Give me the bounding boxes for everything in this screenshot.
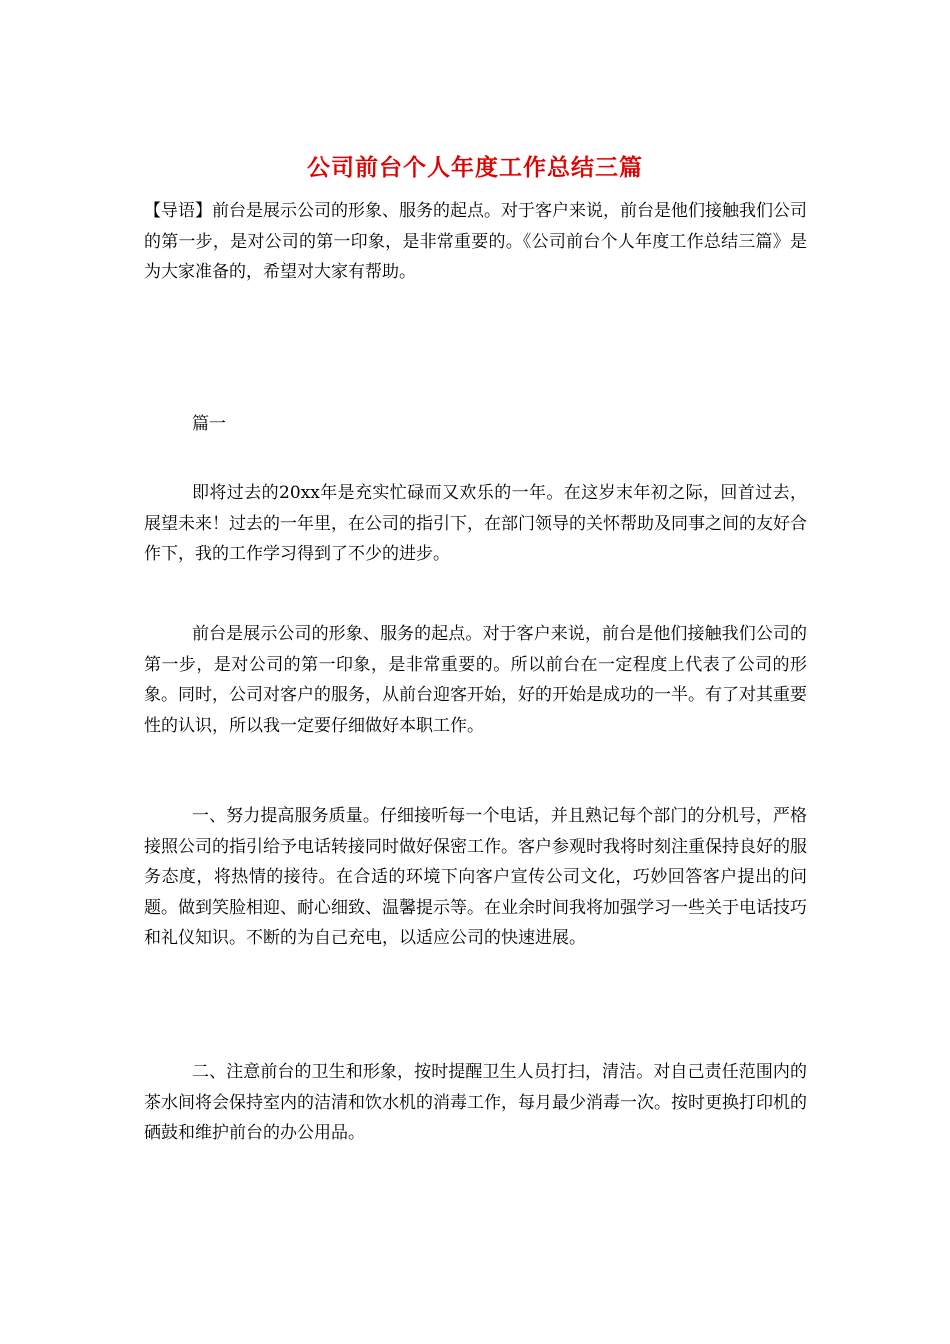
section-heading: 篇一 — [192, 414, 226, 434]
body-paragraph-1: 即将过去的20xx年是充实忙碌而又欢乐的一年。在这岁末年初之际，回首过去，展望未来！过去的一年里，在公司的指引下，在部门领导的关怀帮助及同事之间的友好合作下，我的工作学习得到了不少的进步。 — [144, 483, 807, 564]
body-paragraph-2: 前台是展示公司的形象、服务的起点。对于客户来说，前台是他们接触我们公司的第一步，是对公司的第一印象，是非常重要的。所以前台在一定程度上代表了公司的形象。同时，公司对客户的服务，从前台迎客开始，好的开始是成功的一半。有了对其重要性的认识，所以我一定要仔细做好本职工作。 — [144, 624, 807, 736]
body-paragraph-3: 一、努力提高服务质量。仔细接听每一个电话，并且熟记每个部门的分机号，严格接照公司的指引给予电话转接同时做好保密工作。客户参观时我将时刻注重保持良好的服务态度，将热情的接待。在合适的环境下向客户宣传公司文化，巧妙回答客户提出的问题。做到笑脸相迎、耐心细致、温馨提示等。在业余时间我将加强学习一些关于电话技巧和礼仪知识。不断的为自己充电，以适应公司的快速进展。 — [144, 806, 807, 948]
body-paragraph-4: 二、注意前台的卫生和形象，按时提醒卫生人员打扫，清洁。对自己责任范围内的茶水间将会保持室内的洁清和饮水机的消毒工作，每月最少消毒一次。按时更换打印机的硒鼓和维护前台的办公用品。 — [144, 1062, 807, 1143]
document-title: 公司前台个人年度工作总结三篇 — [307, 154, 643, 181]
intro-paragraph: 【导语】前台是展示公司的形象、服务的起点。对于客户来说，前台是他们接触我们公司的第一步，是对公司的第一印象，是非常重要的。《公司前台个人年度工作总结三篇》是为大家准备的，希望对大家有帮助。 — [144, 201, 807, 282]
